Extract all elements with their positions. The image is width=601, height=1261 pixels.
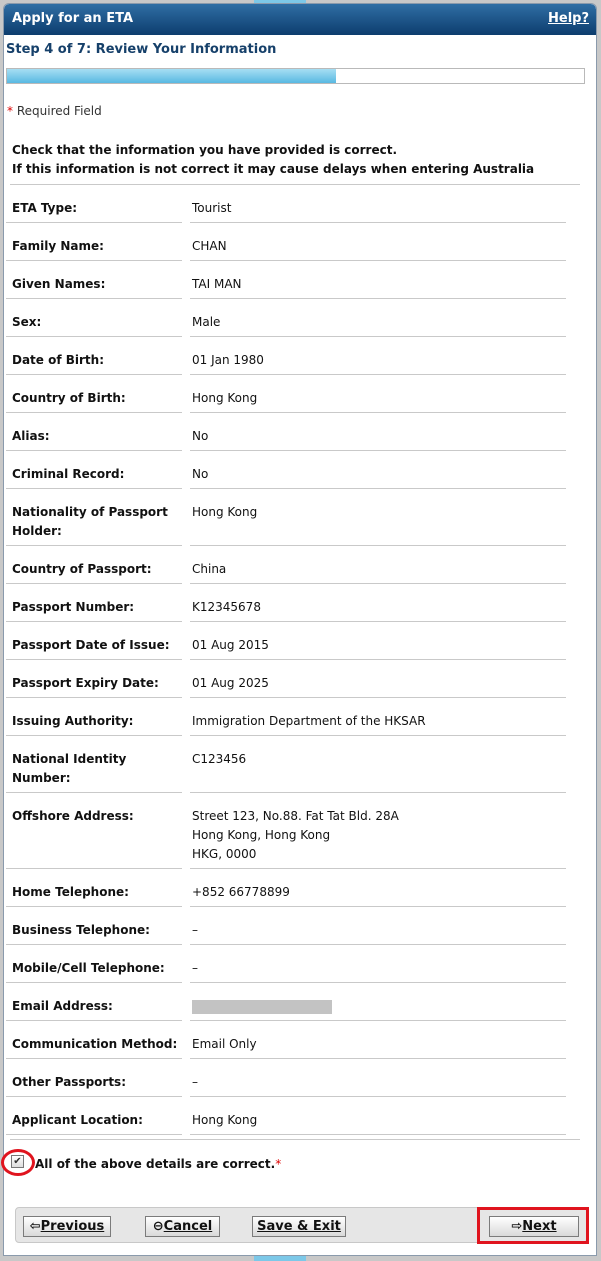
- previous-label: Previous: [40, 1219, 105, 1234]
- detail-row: [6, 299, 566, 337]
- save-exit-button[interactable]: [252, 1216, 346, 1237]
- detail-label: Business Telephone:: [6, 907, 182, 945]
- required-star: *: [7, 104, 13, 118]
- checkbox-highlight-circle: [1, 1149, 35, 1176]
- progress-bar-fill: [7, 69, 336, 83]
- detail-label: Given Names:: [6, 261, 182, 299]
- detail-value: Male: [190, 299, 566, 337]
- detail-row: [6, 337, 566, 375]
- detail-label: Country of Birth:: [6, 375, 182, 413]
- detail-value: +852 66778899: [190, 869, 566, 907]
- bottom-accent-bar: [254, 1256, 306, 1261]
- minus-circle-icon: ⊖: [152, 1219, 164, 1234]
- review-instructions: [12, 141, 534, 179]
- divider: [10, 1139, 580, 1140]
- detail-label: Home Telephone:: [6, 869, 182, 907]
- detail-row: [6, 869, 566, 907]
- detail-value: China: [190, 546, 566, 584]
- panel-header: [4, 4, 596, 35]
- detail-row: [6, 1021, 566, 1059]
- detail-value: Email Only: [190, 1021, 566, 1059]
- detail-row: [6, 660, 566, 698]
- required-field-note: [7, 104, 102, 118]
- detail-label: Mobile/Cell Telephone:: [6, 945, 182, 983]
- detail-row: [6, 223, 566, 261]
- cancel-label: Cancel: [163, 1219, 213, 1234]
- detail-value: 01 Aug 2015: [190, 622, 566, 660]
- detail-value: 01 Jan 1980: [190, 337, 566, 375]
- detail-value: CHAN: [190, 223, 566, 261]
- confirm-label: [35, 1157, 281, 1171]
- next-label: Next: [522, 1219, 557, 1234]
- help-link[interactable]: Help?: [548, 11, 589, 26]
- detail-row: [6, 489, 566, 546]
- detail-value: –: [190, 945, 566, 983]
- detail-label: Passport Expiry Date:: [6, 660, 182, 698]
- required-field-text: Required Field: [16, 104, 102, 118]
- detail-label: Passport Date of Issue:: [6, 622, 182, 660]
- progress-bar: [6, 68, 585, 84]
- detail-value: –: [190, 907, 566, 945]
- redacted-email: [192, 1000, 332, 1014]
- detail-row: [6, 584, 566, 622]
- detail-label: Country of Passport:: [6, 546, 182, 584]
- detail-value: Hong Kong: [190, 375, 566, 413]
- detail-value: 01 Aug 2025: [190, 660, 566, 698]
- detail-label: Nationality of Passport Holder:: [6, 489, 182, 546]
- detail-label: Offshore Address:: [6, 793, 182, 869]
- detail-value: No: [190, 413, 566, 451]
- panel-title: Apply for an ETA: [12, 11, 134, 26]
- detail-label: National Identity Number:: [6, 736, 182, 793]
- detail-label: Communication Method:: [6, 1021, 182, 1059]
- detail-label: Passport Number:: [6, 584, 182, 622]
- detail-value: Immigration Department of the HKSAR: [190, 698, 566, 736]
- detail-row: [6, 185, 566, 223]
- cancel-button[interactable]: [145, 1216, 220, 1237]
- detail-row: [6, 375, 566, 413]
- detail-value: TAI MAN: [190, 261, 566, 299]
- detail-row: [6, 451, 566, 489]
- detail-label: ETA Type:: [6, 185, 182, 223]
- details-table: [6, 185, 566, 1135]
- detail-value: No: [190, 451, 566, 489]
- detail-label: Family Name:: [6, 223, 182, 261]
- detail-label: Alias:: [6, 413, 182, 451]
- instruction-line-1: Check that the information you have provided is correct.: [12, 143, 398, 157]
- detail-value: [190, 983, 566, 1021]
- detail-value: Hong Kong: [190, 1097, 566, 1135]
- detail-row: [6, 622, 566, 660]
- detail-row: [6, 983, 566, 1021]
- next-button-highlight: [477, 1207, 589, 1244]
- save-exit-label: Save & Exit: [257, 1219, 341, 1234]
- detail-row: [6, 413, 566, 451]
- detail-value: –: [190, 1059, 566, 1097]
- detail-label: Email Address:: [6, 983, 182, 1021]
- confirm-checkbox[interactable]: ✔: [11, 1155, 24, 1168]
- arrow-right-icon: ⇨: [511, 1219, 523, 1234]
- detail-row: [6, 546, 566, 584]
- detail-label: Date of Birth:: [6, 337, 182, 375]
- required-star: *: [275, 1157, 282, 1171]
- detail-value: C123456: [190, 736, 566, 793]
- detail-label: Other Passports:: [6, 1059, 182, 1097]
- detail-value: Street 123, No.88. Fat Tat Bld. 28A Hong Kong, Hong Kong HKG, 0000: [190, 793, 566, 869]
- detail-label: Sex:: [6, 299, 182, 337]
- detail-label: Applicant Location:: [6, 1097, 182, 1135]
- detail-row: [6, 1097, 566, 1135]
- detail-row: [6, 907, 566, 945]
- detail-row: [6, 261, 566, 299]
- detail-value: Hong Kong: [190, 489, 566, 546]
- detail-row: [6, 698, 566, 736]
- detail-value: K12345678: [190, 584, 566, 622]
- previous-button[interactable]: [23, 1216, 111, 1237]
- detail-row: [6, 736, 566, 793]
- detail-label: Criminal Record:: [6, 451, 182, 489]
- detail-label: Issuing Authority:: [6, 698, 182, 736]
- detail-value: Tourist: [190, 185, 566, 223]
- instruction-line-2: If this information is not correct it may cause delays when entering Australia: [12, 162, 535, 176]
- step-title: Step 4 of 7: Review Your Information: [6, 42, 277, 57]
- detail-row: [6, 1059, 566, 1097]
- detail-row: [6, 793, 566, 869]
- arrow-left-icon: ⇦: [29, 1219, 41, 1234]
- detail-row: [6, 945, 566, 983]
- confirm-label-text: All of the above details are correct.: [35, 1157, 276, 1171]
